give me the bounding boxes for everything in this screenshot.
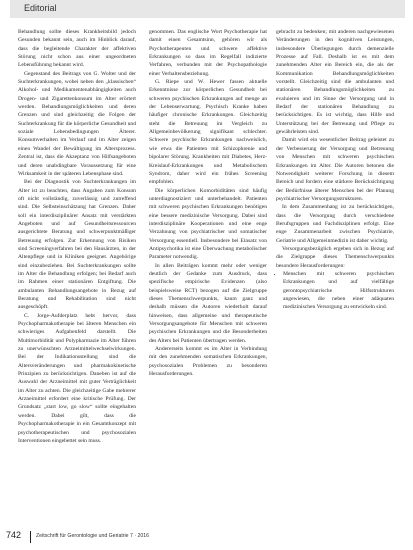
text-column-2: [149, 28, 267, 378]
paragraph: gebracht zu bedenken; mit anderen nachgewiesenen Veränderungen in den kognitiven Leistungen, insbesondere Überlegungen durch demenzielle Prozesse auf Fall. Deshalb ist es mit dem zunehmenden Alter ein Bereich ein, die als der Kommunikation Behandlungsmöglichkeiten vorstellt. Gleichzeitig sind die ambulanten und stationären Behandlungsmöglichkeiten zu evaluieren und im Sinne der Versorgung und in Bedarf der stationären Behandlung zu berücksichtigen. Es ist wichtig, dass Hilfe und Unterstützung bei der Betreuung und Pflege zu gewährleisten sind.: [276, 29, 394, 136]
text-column-3: [276, 28, 394, 312]
paragraph: genommen. Das englische Wort Psychotherapie hat damit einen Gesamtsinn, gehören wir als Psychotherapeuten und schwere affektive Erkrankungen so dass im Regelfall indizierte Verfahren, verbunden mit der Psychopathologie einer Verhaltensbeziehung.: [149, 29, 267, 77]
section-header-bar: [10, 0, 405, 18]
footer-divider: [30, 531, 31, 543]
paragraph: Gegenstand des Beitrags von G. Wolter und der Suchterkrankungen, wobei neben den „klassischen“ Alkohol- und Medikamentenabhängigkeiten auch Drogen- und Zigarettenkonsum im Alter erörtert werden. Behandlungsmöglichkeiten und deren Grenzen und sind gleichzeitig die Folgen der Suchterkrankung für die körperliche Gesundheit und soziale Lebensbedingungen Älterer. Konsumverhalten im Verlauf und im Alter zeigen einen Wandel der Bewältigung im Altersprozess. Zentral ist, dass die Akzeptanz von Hilfsangeboten und deren unabdingbare Voraussetzung für eine Wirksamkeit in der späteren Lebensphase sind.: [18, 70, 136, 177]
list-item: • Menschen mit schweren psychischen Erkrankungen und auf vielfältige gerontopsychiatrische Hilfsstrukturen angewiesen, die neben einer adäquaten medizinischen Versorgung zu entwickeln sind.: [283, 270, 394, 312]
paragraph: Andererseits kommt es im Alter in Verbindung mit den zunehmenden somatischen Erkrankungen, psychosozialen Problemen zu besonderen Herausforderungen.: [149, 346, 267, 378]
page-number: 742: [6, 530, 22, 540]
bullet-list: [276, 270, 394, 312]
paragraph: Die körperlichen Komorbiditäten sind häufig unterdiagnostiziert und unterbehandelt. Patienten mit schweren psychischen Erkrankungen benötigen eine bessere medizinische Versorgung. Dabei sind interdisziplinäre Kooperationen und eine enge Verzahnung von psychiatrischer und somatischer Versorgung essentiell. Insbesondere bei Einsatz von Antipsychotika ist eine Überwachung metabolischer Parameter notwendig.: [149, 187, 267, 261]
paragraph: In dem Zusammenhang ist zu berücksichtigen, dass die Versorgung durch verschiedene Berufsgruppen und Fachdisziplinen erfolgt. Eine enge Zusammenarbeit zwischen Psychiatrie, Geriatrie und Allgemeinmedizin ist daher wichtig.: [276, 204, 394, 244]
paragraph: In allen Beiträgen kommt mehr oder weniger deutlich der Gedanke zum Ausdruck, dass spezifische empirische Evidenzen (also beispielsweise RCT) bezogen auf die Zielgruppe dieses Themenschwerpunkts, kaum ganz und deshalb müssen die Autoren wiederholt darauf hinweisen, dass allgemeine und therapeutische Versorgungsangebote für Menschen mit schweren psychischen Erkrankungen und die Besonderheiten des Alters bei Patienten übertragen werden.: [149, 262, 267, 344]
text-column-1: [18, 28, 136, 445]
page-footer: [6, 530, 401, 544]
paragraph: C. Jorge-Aufderplatz hebt hervor, dass Psychopharmakotherapie bei älteren Menschen ein schwieriges Aufgabenfeld darstellt. Die Multimorbidität und Polypharmazie im Alter führen zu unerwünschten Arzneimittelwechselwirkungen. Bei der Indikationsstellung sind die Altersveränderungen und pharmakokinetische Prinzipien zu berücksichtigen. Daneben ist auf die Auswahl der Arzneimittel mit guter Verträglichkeit im Alter zu achten. Die gleichzeitige Gabe mehrerer Arzneimittel erfordert eine kritische Prüfung. Der Grundsatz „start low, go slow“ sollte eingehalten werden. Dabei gilt, dass die Psychopharmakotherapie in ein Gesamtkonzept mit psychotherapeutischen und psychosozialen Interventionen eingebettet sein muss.: [18, 312, 136, 444]
paragraph: G. Riepe und W. Hewer fassen aktuelle Erkenntnisse zur körperlichen Gesundheit bei schweren psychischen Erkrankungen auf menge an der Lebenserwartung. Psychisch Kranke haben häufiger chronische Erkrankungen. Gleichzeitig steht die Betreuung im Vergleich zu Allgemeinbevölkerung signifikant schlechter. Schwere psychische Erkrankungen nachweislich, wie etwa die Patienten mit Schizophrenie und bipolarer Störung. Krankheiten mit Diabetes, Herz-Kreislauf-Erkrankungen und Metabolischem Syndrom, daher wird ein frühes Screening empfohlen.: [149, 79, 267, 186]
journal-citation: Zeitschrift für Gerontologie und Geriatrie 7 · 2016: [36, 533, 150, 539]
paragraph: Versorgungsbezüglich ergeben sich in Bezug auf die Zielgruppe dieses Themenschwerpunkts besondere Herausforderungen:: [276, 245, 394, 269]
paragraph: Behandlung sollte dieses Krankheitsbild jedoch Gesunden bekannt sein, auch im Hinblick darauf, dass die begleitende Charakter der affektiven Störung nicht schon aus einer ungeordneten Lebensführung bekannt wird.: [18, 29, 136, 69]
paragraph: Damit wird ein wesentlicher Beitrag geleistet zu der Verbesserung der Versorgung und Betreuung von Menschen mit schweren psychischen Erkrankungen im Alter. Die Autoren betonen die Notwendigkeit weiterer Forschung in diesem Bereich und fordern eine stärkere Berücksichtigung der Bedürfnisse älterer Menschen bei der Planung psychiatrischer Versorgungsstrukturen.: [276, 137, 394, 202]
paragraph: Bei der Diagnostik von Suchterkrankungen im Alter ist zu beachten, dass Angaben zum Konsum oft nicht vollständig, zuverlässig und zutreffend sind. Die Selbsteinschätzung hat Grenzen. Daher soll ein interdisziplinärer Ansatz mit verstärkten Angeboten und auf Gesundheitsressourcen ausgerichtete Beratung und schwerpunktmäßiger Betreuung erfolgen. Zur Erkennung von Risiken sind Screeningverfahren bei den Hausärzten, in der Altenpflege und in Kliniken geeignet. Angehörige sind einzubeziehen. Bei Suchterkrankungen sollte im Alter die Behandlung erfolgen; bei Bedarf auch im Rahmen einer stationären Entgiftung. Die ambulanten Behandlungsangebote in Bezug auf Beratung und Rehabilitation sind nicht ausgeschöpft.: [18, 179, 136, 311]
section-label: Editorial: [24, 3, 57, 13]
